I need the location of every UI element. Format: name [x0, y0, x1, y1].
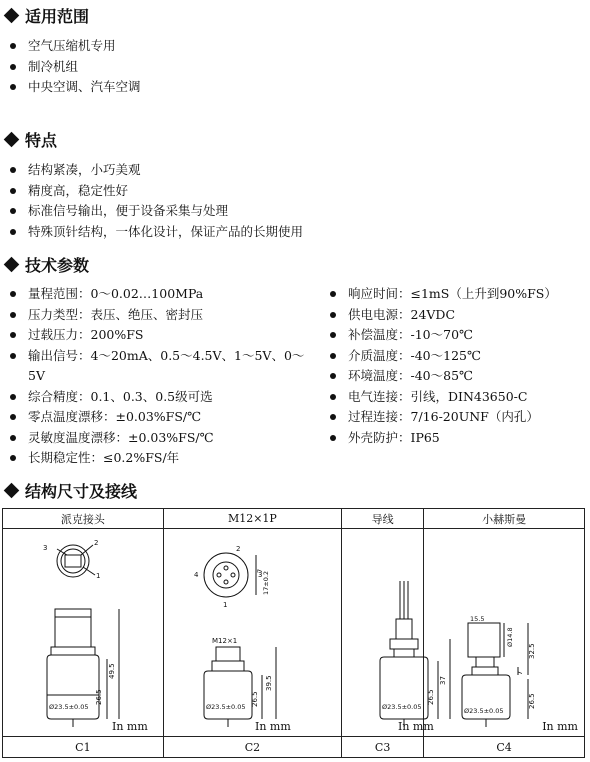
- pin-label: 1: [222, 601, 228, 609]
- drawing-cell-c3: [342, 529, 448, 737]
- list-item: 压力类型：表压、绝压、密封压: [0, 305, 318, 326]
- list-item: 综合精度：0.1、0.3、0.5级可选: [0, 387, 318, 408]
- section-title: 特点: [25, 131, 58, 150]
- section-features-heading: [4, 128, 57, 151]
- table-caption: C3: [342, 737, 424, 758]
- table-caption: C4: [424, 737, 585, 758]
- diamond-bullet-icon: [4, 257, 20, 273]
- list-item: 长期稳定性：≤0.2%FS/年: [0, 448, 318, 469]
- section-title: 适用范围: [25, 7, 90, 26]
- list-item: 补偿温度：-10～70℃: [320, 325, 557, 346]
- list-item: 灵敏度温度漂移：±0.03%FS/℃: [0, 428, 318, 449]
- dim-label: 17±0.2: [261, 570, 270, 595]
- list-item: 介质温度：-40～125℃: [320, 346, 557, 367]
- dim-label: 39.5: [264, 675, 273, 691]
- dim-label: 26.5: [427, 689, 436, 705]
- c1-drawing: [3, 529, 148, 734]
- diameter-label: Ø23.5±0.05: [49, 703, 89, 711]
- dim-label: 7: [516, 670, 525, 675]
- features-list: [0, 160, 303, 242]
- thread-label: M12×1: [211, 637, 238, 645]
- diameter-label: Ø23.5±0.05: [382, 703, 422, 711]
- list-item: 外壳防护：IP65: [320, 428, 557, 449]
- pin-label: 3: [257, 571, 263, 579]
- dim-label: 26.5: [528, 693, 537, 709]
- dim-label: 32.5: [528, 643, 537, 659]
- table-header: 派克接头: [3, 509, 164, 529]
- list-item: 中央空调、汽车空调: [0, 77, 141, 98]
- dim-label: 7: [255, 568, 264, 573]
- section-title: 技术参数: [25, 256, 90, 275]
- pin-label: 1: [96, 572, 101, 580]
- params-left-list: [0, 284, 318, 469]
- table-header: 导线: [342, 509, 424, 529]
- dimension-table: [2, 508, 585, 758]
- list-item: 环境温度：-40～85℃: [320, 366, 557, 387]
- list-item: 输出信号：4～20mA、0.5～4.5V、1～5V、0～5V: [0, 346, 318, 387]
- table-caption: C2: [163, 737, 341, 758]
- table-header: M12×1P: [163, 509, 341, 529]
- diamond-bullet-icon: [4, 483, 20, 499]
- scope-list: [0, 36, 141, 98]
- list-item: 制冷机组: [0, 57, 141, 78]
- list-item: 供电电源：24VDC: [320, 305, 557, 326]
- unit-label: In mm: [542, 720, 578, 733]
- section-scope-heading: [4, 4, 89, 27]
- dim-label: 15.5: [470, 615, 485, 623]
- pin-label: 3: [43, 544, 48, 552]
- unit-label: In mm: [398, 720, 434, 733]
- list-item: 空气压缩机专用: [0, 36, 141, 57]
- section-dims-heading: [4, 479, 137, 502]
- dim-label: Ø14.8: [506, 627, 515, 647]
- drawing-cell-c1: [3, 529, 164, 737]
- dim-label: 26.5: [95, 689, 103, 705]
- list-item: 零点温度漂移：±0.03%FS/℃: [0, 407, 318, 428]
- dim-label: 26.5: [250, 691, 259, 707]
- list-item: 标准信号输出，便于设备采集与处理: [0, 201, 303, 222]
- dim-label: 49.5: [108, 663, 116, 679]
- section-params-heading: [4, 253, 89, 276]
- list-item: 精度高，稳定性好: [0, 181, 303, 202]
- diameter-label: Ø23.5±0.05: [464, 707, 504, 715]
- list-item: 特殊顶针结构，一体化设计，保证产品的长期使用: [0, 222, 303, 243]
- list-item: 量程范围：0～0.02…100MPa: [0, 284, 318, 305]
- section-title: 结构尺寸及接线: [25, 482, 138, 501]
- params-right-list: [320, 284, 557, 448]
- diamond-bullet-icon: [4, 8, 20, 24]
- drawing-cell-c4: [424, 529, 585, 737]
- pin-label: 2: [94, 539, 99, 547]
- list-item: 响应时间：≤1mS（上升到90%FS）: [320, 284, 557, 305]
- table-caption: C1: [3, 737, 164, 758]
- c2-drawing: [164, 529, 306, 734]
- pin-label: 4: [193, 571, 199, 579]
- list-item: 结构紧凑，小巧美观: [0, 160, 303, 181]
- diameter-label: Ø23.5±0.05: [205, 703, 246, 711]
- dim-label: 37: [439, 676, 448, 685]
- list-item: 过载压力：200%FS: [0, 325, 318, 346]
- unit-label: In mm: [255, 720, 291, 733]
- pin-label: 2: [235, 545, 241, 553]
- list-item: 过程连接：7/16-20UNF（内孔）: [320, 407, 557, 428]
- list-item: 电气连接：引线，DIN43650-C: [320, 387, 557, 408]
- table-header: 小赫斯曼: [424, 509, 585, 529]
- c4-drawing: [424, 529, 574, 734]
- drawing-cell-c2: [163, 529, 341, 737]
- unit-label: In mm: [112, 720, 148, 733]
- diamond-bullet-icon: [4, 132, 20, 148]
